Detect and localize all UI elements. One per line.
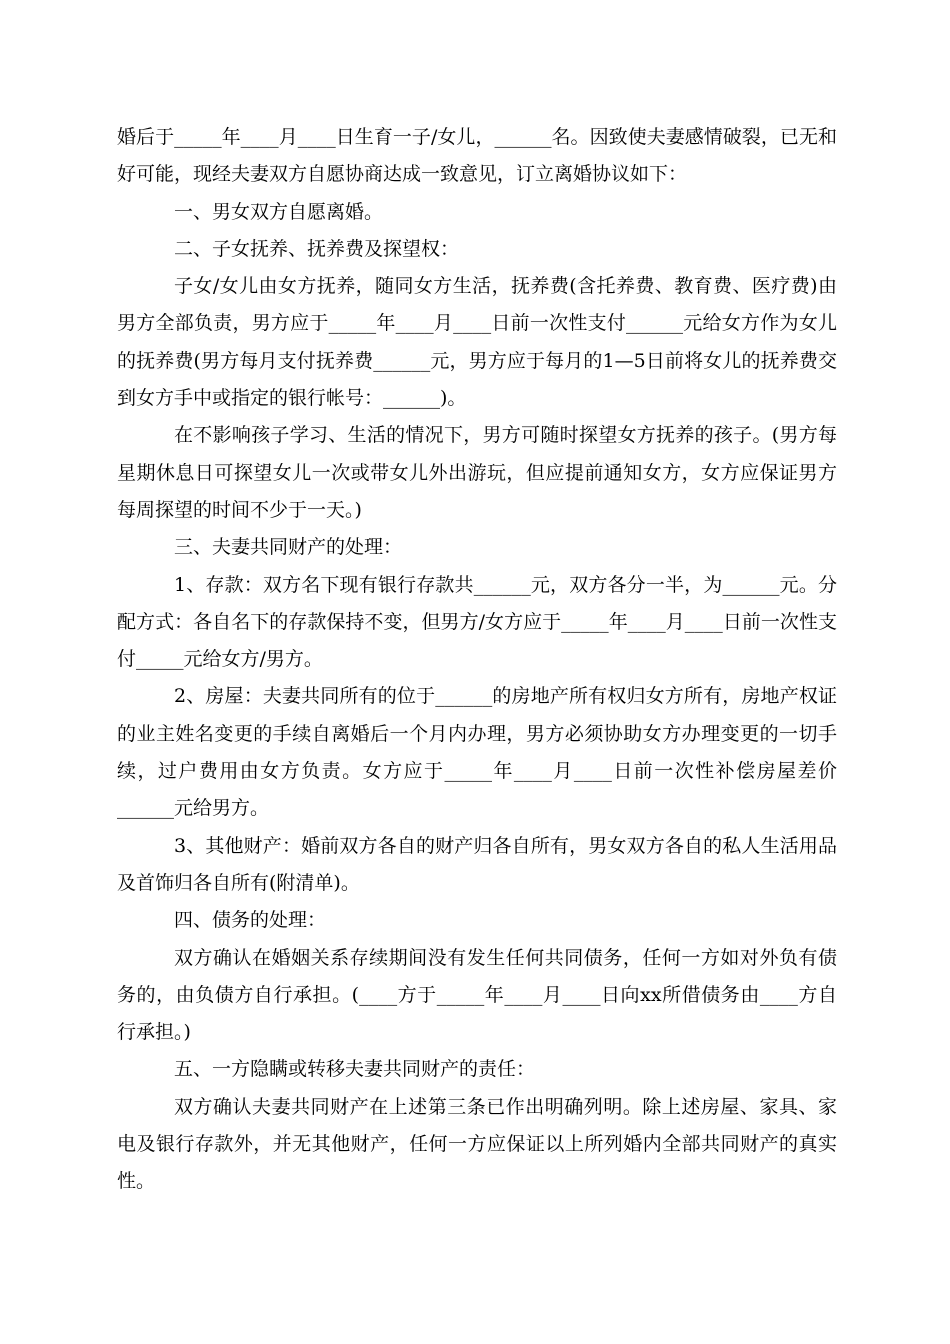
paragraph-concealment: 双方确认夫妻共同财产在上述第三条已作出明确列明。除上述房屋、家具、家电及银行存款外，并无其他财产，任何一方应保证以上所列婚内全部共同财产的真实性。 xyxy=(117,1095,837,1193)
heading-section-4: 四、债务的处理： xyxy=(174,909,327,932)
paragraph-house: 2、房屋：夫妻共同所有的位于______的房地产所有权归女方所有，房地产权证的业主姓名变更的手续自离婚后一个月内办理，男方必须协助女方办理变更的一切手续，过户费用由女方负责。女方应于_____年____月____日前一次性补偿房屋差价______元给男方。 xyxy=(117,685,837,820)
paragraph-debts: 双方确认在婚姻关系存续期间没有发生任何共同债务，任何一方如对外负有债务的，由负债方自行承担。(____方于_____年____月____日向xx所借债务由____方自行承担。) xyxy=(117,946,837,1044)
paragraph-deposits: 1、存款：双方名下现有银行存款共______元，双方各分一半，为______元。分配方式：各自名下的存款保持不变，但男方/女方应于_____年____月____日前一次性支付_____元给女方/男方。 xyxy=(117,573,837,671)
heading-section-5: 五、一方隐瞒或转移夫妻共同财产的责任： xyxy=(174,1058,536,1081)
paragraph-custody: 子女/女儿由女方抚养，随同女方生活，抚养费(含托养费、教育费、医疗费)由男方全部负责，男方应于_____年____月____日前一次性支付______元给女方作为女儿的抚养费(男方每月支付抚养费______元，男方应于每月的1—5日前将女儿的抚养费交到女方手中或指定的银行帐号：______)。 xyxy=(117,275,837,410)
agreement-text xyxy=(117,119,837,1201)
paragraph-intro: 婚后于_____年____月____日生育一子/女儿，______名。因致使夫妻感情破裂，已无和好可能，现经夫妻双方自愿协商达成一致意见，订立离婚协议如下： xyxy=(117,126,837,186)
heading-section-1: 一、男女双方自愿离婚。 xyxy=(174,200,384,223)
paragraph-visitation: 在不影响孩子学习、生活的情况下，男方可随时探望女方抚养的孩子。(男方每星期休息日可探望女儿一次或带女儿外出游玩，但应提前通知女方，女方应保证男方每周探望的时间不少于一天。) xyxy=(117,424,837,521)
heading-section-3: 三、夫妻共同财产的处理： xyxy=(174,536,403,559)
paragraph-other-property: 3、其他财产：婚前双方各自的财产归各自所有，男女双方各自的私人生活用品及首饰归各自所有(附清单)。 xyxy=(117,834,837,894)
heading-section-2: 二、子女抚养、抚养费及探望权： xyxy=(174,237,460,260)
